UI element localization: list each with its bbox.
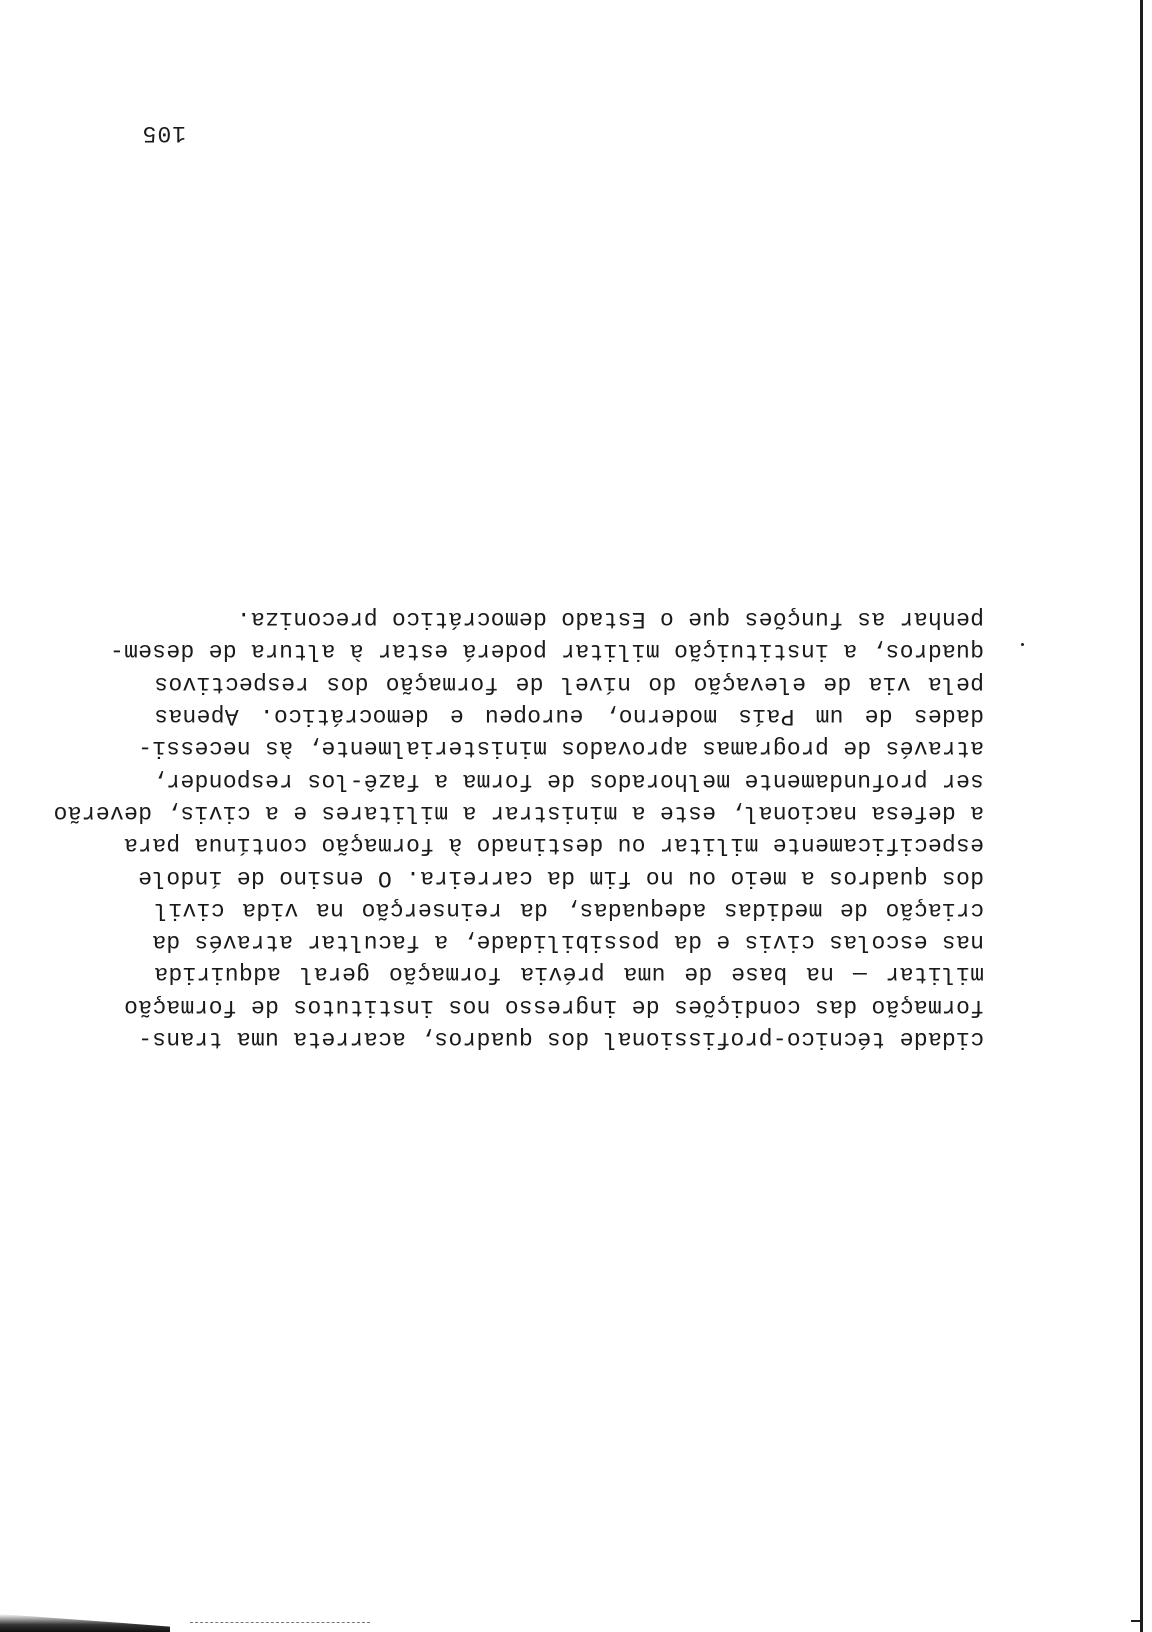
scan-corner-mark xyxy=(1131,1620,1143,1622)
text-line: penhar as funções que o Estado democrático preconiza. xyxy=(236,606,984,633)
text-line: especificamente militar ou destinado à formação contínua para xyxy=(123,832,984,859)
text-line: dades de um País moderno, europeu e democrático. Apenas xyxy=(154,703,984,730)
scan-speck xyxy=(1021,643,1024,646)
scan-edge-shadow xyxy=(0,1614,170,1632)
text-line: através de programas aprovados ministerialmente, às necessi- xyxy=(137,735,984,762)
text-line: criação de medidas adequadas, da reinserção na vida civil xyxy=(154,896,984,923)
text-line: pela via de elevação do nível de formação dos respectivos xyxy=(154,670,984,697)
text-line: formação das condições de ingresso nos institutos de formação xyxy=(123,993,984,1020)
text-line: ser profundamente melhorados de forma a fazê-los responder, xyxy=(151,767,984,794)
page-number: 105 xyxy=(141,120,186,146)
scan-dash-artifact xyxy=(190,1622,370,1623)
scan-left-border xyxy=(1140,0,1143,1632)
text-line: cidade técnico-profissional dos quadros, acarreta uma trans- xyxy=(137,1026,984,1052)
text-line: militar — na base de uma prévia formação geral adquirida xyxy=(154,961,984,988)
text-line: quadros, a instituição militar poderá estar à altura de desem- xyxy=(109,638,984,665)
text-line: dos quadros a meio ou no fim da carreira. O ensino de índole xyxy=(137,864,984,891)
body-paragraph xyxy=(53,603,984,1055)
text-line: a defesa nacional, este a ministrar a militares e a civis, deverão xyxy=(53,799,984,826)
text-line: nas escolas civis e da possibilidade, a facultar através da xyxy=(151,929,984,956)
